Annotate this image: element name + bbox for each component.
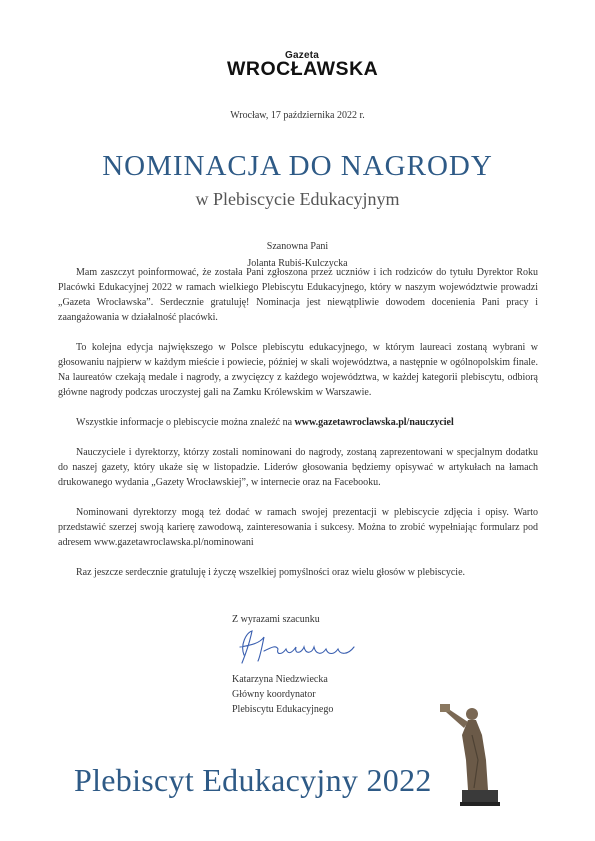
- signatory-name: Katarzyna Niedzwiecka: [232, 674, 328, 685]
- paragraph-3-text: Wszystkie informacje o plebiscycie można znaleźć na: [76, 417, 295, 428]
- signatory-role: Główny koordynator: [232, 689, 316, 700]
- paragraph-6: Raz jeszcze serdecznie gratuluję i życzę wszelkiej pomyślności oraz wielu głosów w plebiscycie.: [76, 567, 466, 578]
- salutation: Szanowna Pani: [266, 241, 329, 252]
- logo-subtitle: Gazeta: [285, 50, 319, 61]
- handwritten-signature: [232, 625, 362, 670]
- paragraph-1: Mam zaszczyt poinformować, że została Pani zgłoszona przez uczniów i ich rodziców do tytułu Dyrektor Roku Placówki Edukacyjnej 2022 w ramach wielkiego Plebiscytu Edukacyjnego, który w naszym województwie prowadzi „Gazeta Wrocławska”. Serdecznie gratuluję! Nominacja jest niewątpliwie dowodem docenienia Pani pracy i zaangażowania w działalność placówki.: [58, 267, 538, 323]
- letter-body: [58, 265, 538, 595]
- signatory-role-2: Plebiscytu Edukacyjnego: [232, 704, 334, 715]
- page-subtitle: w Plebiscycie Edukacyjnym: [195, 189, 400, 209]
- letter-date: Wrocław, 17 października 2022 r.: [230, 110, 365, 121]
- paragraph-5: Nominowani dyrektorzy mogą też dodać w ramach swojej prezentacji w plebiscycie zdjęcia i opisy. Warto przedstawić szerzej swoją karierę zawodową, zainteresowania i sukcesy. Można to zrobić wypełniając formularz pod adresem www.gazetawroclawska.pl/nominowani: [58, 507, 538, 548]
- footer-title: Plebiscyt Edukacyjny 2022: [74, 762, 432, 798]
- paragraph-3: [58, 415, 538, 430]
- signatory: [232, 672, 333, 717]
- recipient-name: Jolanta Rubiś-Kulczycka: [247, 258, 348, 269]
- closing: Z wyrazami szacunku: [232, 614, 320, 625]
- statue-trophy-image: [432, 690, 512, 808]
- logo-title: WROCŁAWSKA: [227, 58, 379, 80]
- newspaper-logo: [227, 50, 377, 78]
- page-title: NOMINACJA DO NAGRODY: [102, 150, 493, 182]
- paragraph-2: To kolejna edycja największego w Polsce plebiscytu edukacyjnego, w którym laureaci zostaną wybrani w głosowaniu najpierw w każdym mieście i powiecie, później w skali województwa, a następnie w ogólnopolskim finale. Na laureatów czekają medale i nagrody, a zwycięzcy z każdego województwa, w każdej kategorii plebiscytu, odbiorą główne nagrody podczas uroczystej gali na Zamku Królewskim w Warszawie.: [58, 342, 538, 398]
- plebiscite-link[interactable]: www.gazetawroclawska.pl/nauczyciel: [294, 417, 454, 428]
- paragraph-4: Nauczyciele i dyrektorzy, którzy zostali nominowani do nagrody, zostaną zaprezentowani w specjalnym dodatku do naszej gazety, który ukaże się w listopadzie. Liderów głosowania będziemy opisywać w artykułach na łamach drukowanego wydania „Gazety Wrocławskiej”, w internecie oraz na Facebooku.: [58, 447, 538, 488]
